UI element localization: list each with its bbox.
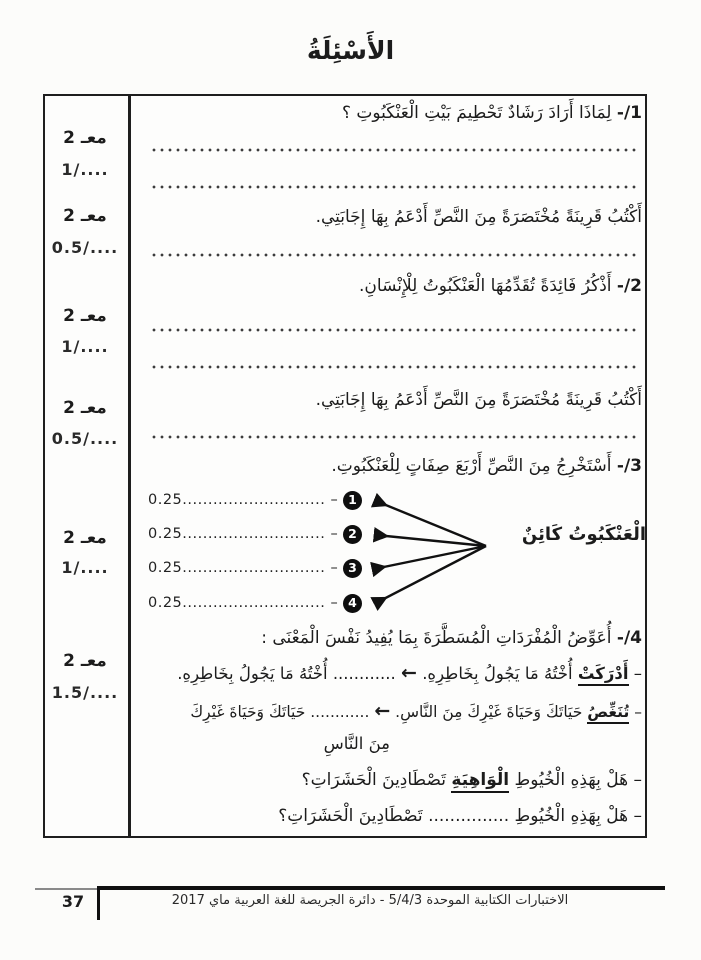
score-criterion: معـ 2 bbox=[63, 528, 107, 548]
score-item bbox=[45, 528, 125, 548]
replacement-item-a bbox=[140, 660, 642, 688]
question-3-text: أَسْتَخْرِجُ مِنَ النَّصِّ أَرْبَعَ صِفَاتٍ لِلْعَنْكَبُوتِ. bbox=[331, 456, 612, 476]
underlined-word: الْوَاهِيَةِ bbox=[451, 770, 509, 793]
answer-blank-line bbox=[150, 435, 638, 439]
question-4-number: 4/- bbox=[616, 628, 642, 648]
support-instruction-text: أَكْتُبُ قَرِينَةً مُخْتَصَرَةً مِنَ النَّصِّ أَدْعَمُ بِهَا إِجَابَتِي. bbox=[315, 390, 642, 410]
score-value: 0.5/.... bbox=[51, 238, 119, 257]
underlined-word: تُنَغِّصُ bbox=[587, 703, 629, 724]
footer-rule bbox=[97, 886, 665, 890]
trait-blank-2: 0.25............................ – bbox=[148, 526, 339, 542]
left-arrow-icon: ← bbox=[401, 662, 417, 684]
item-dash: – bbox=[633, 806, 642, 826]
trait-row-2 bbox=[148, 523, 362, 545]
question-3-line bbox=[140, 454, 642, 479]
trait-row-1 bbox=[148, 489, 362, 511]
score-criterion: معـ 2 bbox=[63, 206, 107, 226]
question-2-number: 2/- bbox=[616, 276, 642, 296]
score-criterion: معـ 2 bbox=[63, 128, 107, 148]
question-2-text: أَذْكُرُ فَائِدَةً تُقَدِّمُهَا الْعَنْكَبُوتُ لِلْإِنْسَانِ. bbox=[359, 276, 612, 296]
item-sentence-after: حَيَاتَكَ وَحَيَاةَ غَيْرِكَ bbox=[190, 703, 306, 721]
score-value: 1/.... bbox=[61, 558, 109, 577]
left-arrow-icon: ← bbox=[374, 700, 391, 722]
question-4-line bbox=[140, 626, 642, 651]
item-sentence: أُخْتُهُ مَا يَجُولُ بِخَاطِرِهِ. bbox=[422, 664, 573, 683]
score-item bbox=[45, 206, 125, 226]
trait-row-3 bbox=[148, 557, 362, 579]
question-2-line bbox=[140, 274, 642, 299]
question-4-text: أُعَوِّضُ الْمُفْرَدَاتِ الْمُسَطَّرَةَ بِمَا يُفِيدُ نَفْسَ الْمَعْنَى : bbox=[261, 628, 612, 648]
score-item bbox=[45, 398, 125, 418]
replacement-item-b bbox=[140, 698, 642, 726]
item-sentence-after: أُخْتُهُ مَا يَجُولُ بِخَاطِرِهِ. bbox=[177, 664, 328, 683]
trait-blank-4: 0.25............................ – bbox=[148, 595, 339, 611]
score-item bbox=[45, 160, 125, 179]
score-item bbox=[45, 306, 125, 326]
footer-rule-left bbox=[35, 888, 97, 890]
dots-blank: ............ bbox=[332, 664, 396, 683]
footer-page-divider bbox=[97, 886, 100, 920]
score-value: 0.5/.... bbox=[51, 429, 119, 448]
score-item bbox=[45, 558, 125, 577]
question-1-line bbox=[140, 101, 642, 126]
item-sentence: هَلْ بِهَذِهِ الْخُيُوطِ bbox=[514, 770, 629, 790]
page-title: الأَسْئِلَةُ bbox=[306, 36, 395, 65]
circled-number-3-icon: 3 bbox=[343, 559, 362, 578]
score-criterion: معـ 2 bbox=[63, 306, 107, 326]
circled-number-4-icon: 4 bbox=[343, 594, 362, 613]
support-instruction-line bbox=[140, 205, 642, 230]
replacement-item-c bbox=[140, 768, 642, 793]
dots-blank: ............... bbox=[428, 806, 510, 826]
item-sentence-after: تَصْطَادِينَ الْحَشَرَاتِ؟ bbox=[278, 806, 423, 826]
circled-number-2-icon: 2 bbox=[343, 525, 362, 544]
score-value: 1/.... bbox=[61, 160, 109, 179]
score-item bbox=[45, 337, 125, 356]
item-dash: – bbox=[634, 703, 642, 721]
page-number: 37 bbox=[61, 892, 85, 911]
score-value: 1.5/.... bbox=[51, 683, 119, 702]
item-sentence: حَيَاتَكَ وَحَيَاةَ غَيْرِكَ مِنَ النَّاسِ. bbox=[395, 703, 583, 721]
question-3-number: 3/- bbox=[616, 456, 642, 476]
item-dash: – bbox=[633, 664, 642, 683]
answer-blank-line bbox=[150, 185, 638, 189]
diagram-label: الْعَنْكَبُوتُ كَائِنٌ bbox=[521, 524, 646, 545]
answer-blank-line bbox=[150, 365, 638, 369]
trait-blank-1: 0.25............................ – bbox=[148, 492, 339, 508]
score-item bbox=[45, 651, 125, 671]
replacement-item-d bbox=[140, 804, 642, 829]
replacement-item-b-continuation: مِنَ النَّاسِ bbox=[323, 734, 390, 753]
score-criterion: معـ 2 bbox=[63, 398, 107, 418]
score-item bbox=[45, 429, 125, 448]
answer-blank-line bbox=[150, 328, 638, 332]
footer-text: الاختبارات الكتابية الموحدة 5/4/3 - دائرة الجريصة للغة العربية ماي 2017 bbox=[171, 893, 569, 908]
underlined-word: أَدْرَكَتْ bbox=[578, 664, 629, 686]
score-item bbox=[45, 238, 125, 257]
support-instruction-line bbox=[140, 388, 642, 413]
answer-blank-line bbox=[150, 148, 638, 152]
item-dash: – bbox=[633, 770, 642, 790]
diagram-arrows-icon bbox=[366, 489, 490, 615]
trait-blank-3: 0.25............................ – bbox=[148, 560, 339, 576]
dots-blank: ............ bbox=[310, 703, 370, 721]
score-value: 1/.... bbox=[61, 337, 109, 356]
answer-blank-line bbox=[150, 253, 638, 257]
question-1-number: 1/- bbox=[616, 103, 642, 123]
item-sentence: هَلْ بِهَذِهِ الْخُيُوطِ bbox=[514, 806, 629, 826]
score-item bbox=[45, 683, 125, 702]
score-criterion: معـ 2 bbox=[63, 651, 107, 671]
question-1-text: لِمَاذَا أَرَادَ رَشَادٌ تَحْطِيمَ بَيْتِ الْعَنْكَبُوتِ ؟ bbox=[341, 103, 612, 123]
trait-row-4 bbox=[148, 592, 362, 614]
score-item bbox=[45, 128, 125, 148]
item-sentence-after: تَصْطَادِينَ الْحَشَرَاتِ؟ bbox=[301, 770, 446, 790]
score-column-divider bbox=[128, 94, 131, 838]
support-instruction-text: أَكْتُبُ قَرِينَةً مُخْتَصَرَةً مِنَ النَّصِّ أَدْعَمُ بِهَا إِجَابَتِي. bbox=[315, 207, 642, 227]
circled-number-1-icon: 1 bbox=[343, 491, 362, 510]
